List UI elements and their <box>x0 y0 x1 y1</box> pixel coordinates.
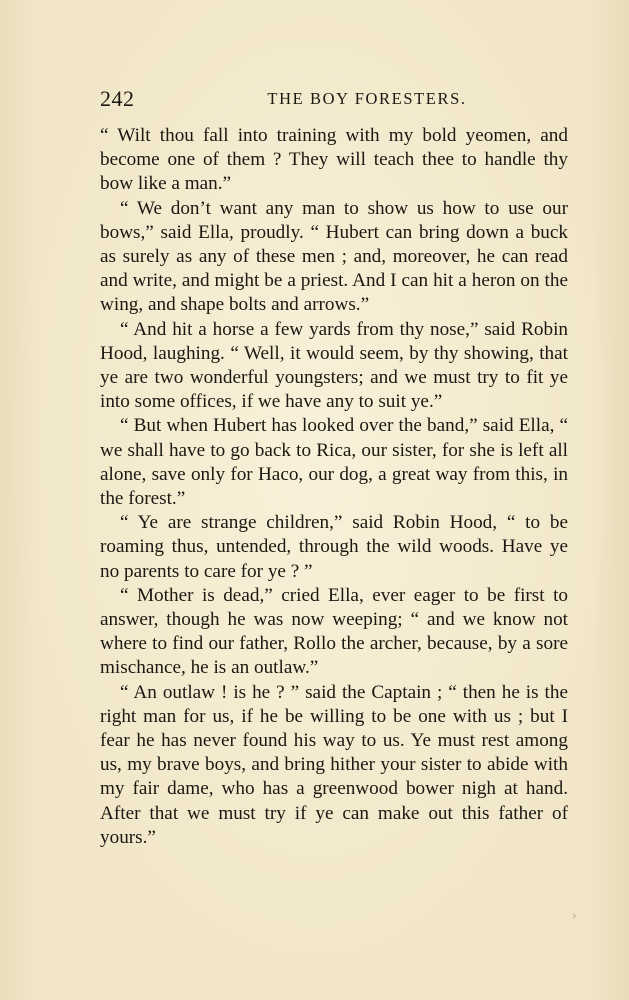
page-edge-mark: › <box>572 908 577 923</box>
paragraph: “ And hit a horse a few yards from thy nose,” said Robin Hood, laughing. “ Well, it would seem, by thy showing, that ye are two wonderful youngsters; and we must try to fit ye into some offices, if we have any to suit ye.” <box>100 318 568 413</box>
running-head: THE BOY FORESTERS. <box>267 89 467 108</box>
paragraph: “ An outlaw ! is he ? ” said the Captain ; “ then he is the right man for us, if he be willing to be one with us ; but I fear he has never found his way to us. Ye must rest among us, my brave boys, and bring hither your sister to abide with my fair dame, who has a greenwood bower nigh at hand. After that we must try if ye can make out this father of yours.” <box>100 681 568 848</box>
paragraph: “ Mother is dead,” cried Ella, ever eager to be first to answer, though he was now weeping; “ and we know not where to find our father, Rollo the archer, because, by a sore mischance, he is an outlaw.” <box>100 584 568 679</box>
body-text <box>100 124 568 850</box>
page-number: 242 <box>100 86 135 111</box>
paragraph: “ We don’t want any man to show us how to use our bows,” said Ella, proudly. “ Hubert can bring down a buck as surely as any of these men ; and, moreover, he can read and write, and might be a priest. And I can hit a heron on the wing, and shape bolts and arrows.” <box>100 197 568 316</box>
paragraph: “ Ye are strange children,” said Robin Hood, “ to be roaming thus, untended, through the wild woods. Have ye no parents to care for ye ? ” <box>100 512 568 582</box>
page-header <box>100 86 568 116</box>
paragraph: “ Wilt thou fall into training with my bold yeomen, and become one of them ? They will teach thee to handle thy bow like a man.” <box>100 125 568 195</box>
paragraph: “ But when Hubert has looked over the band,” said Ella, “ we shall have to go back to Rica, our sister, for she is left all alone, save only for Haco, our dog, a great way from this, in the forest.” <box>100 415 568 510</box>
